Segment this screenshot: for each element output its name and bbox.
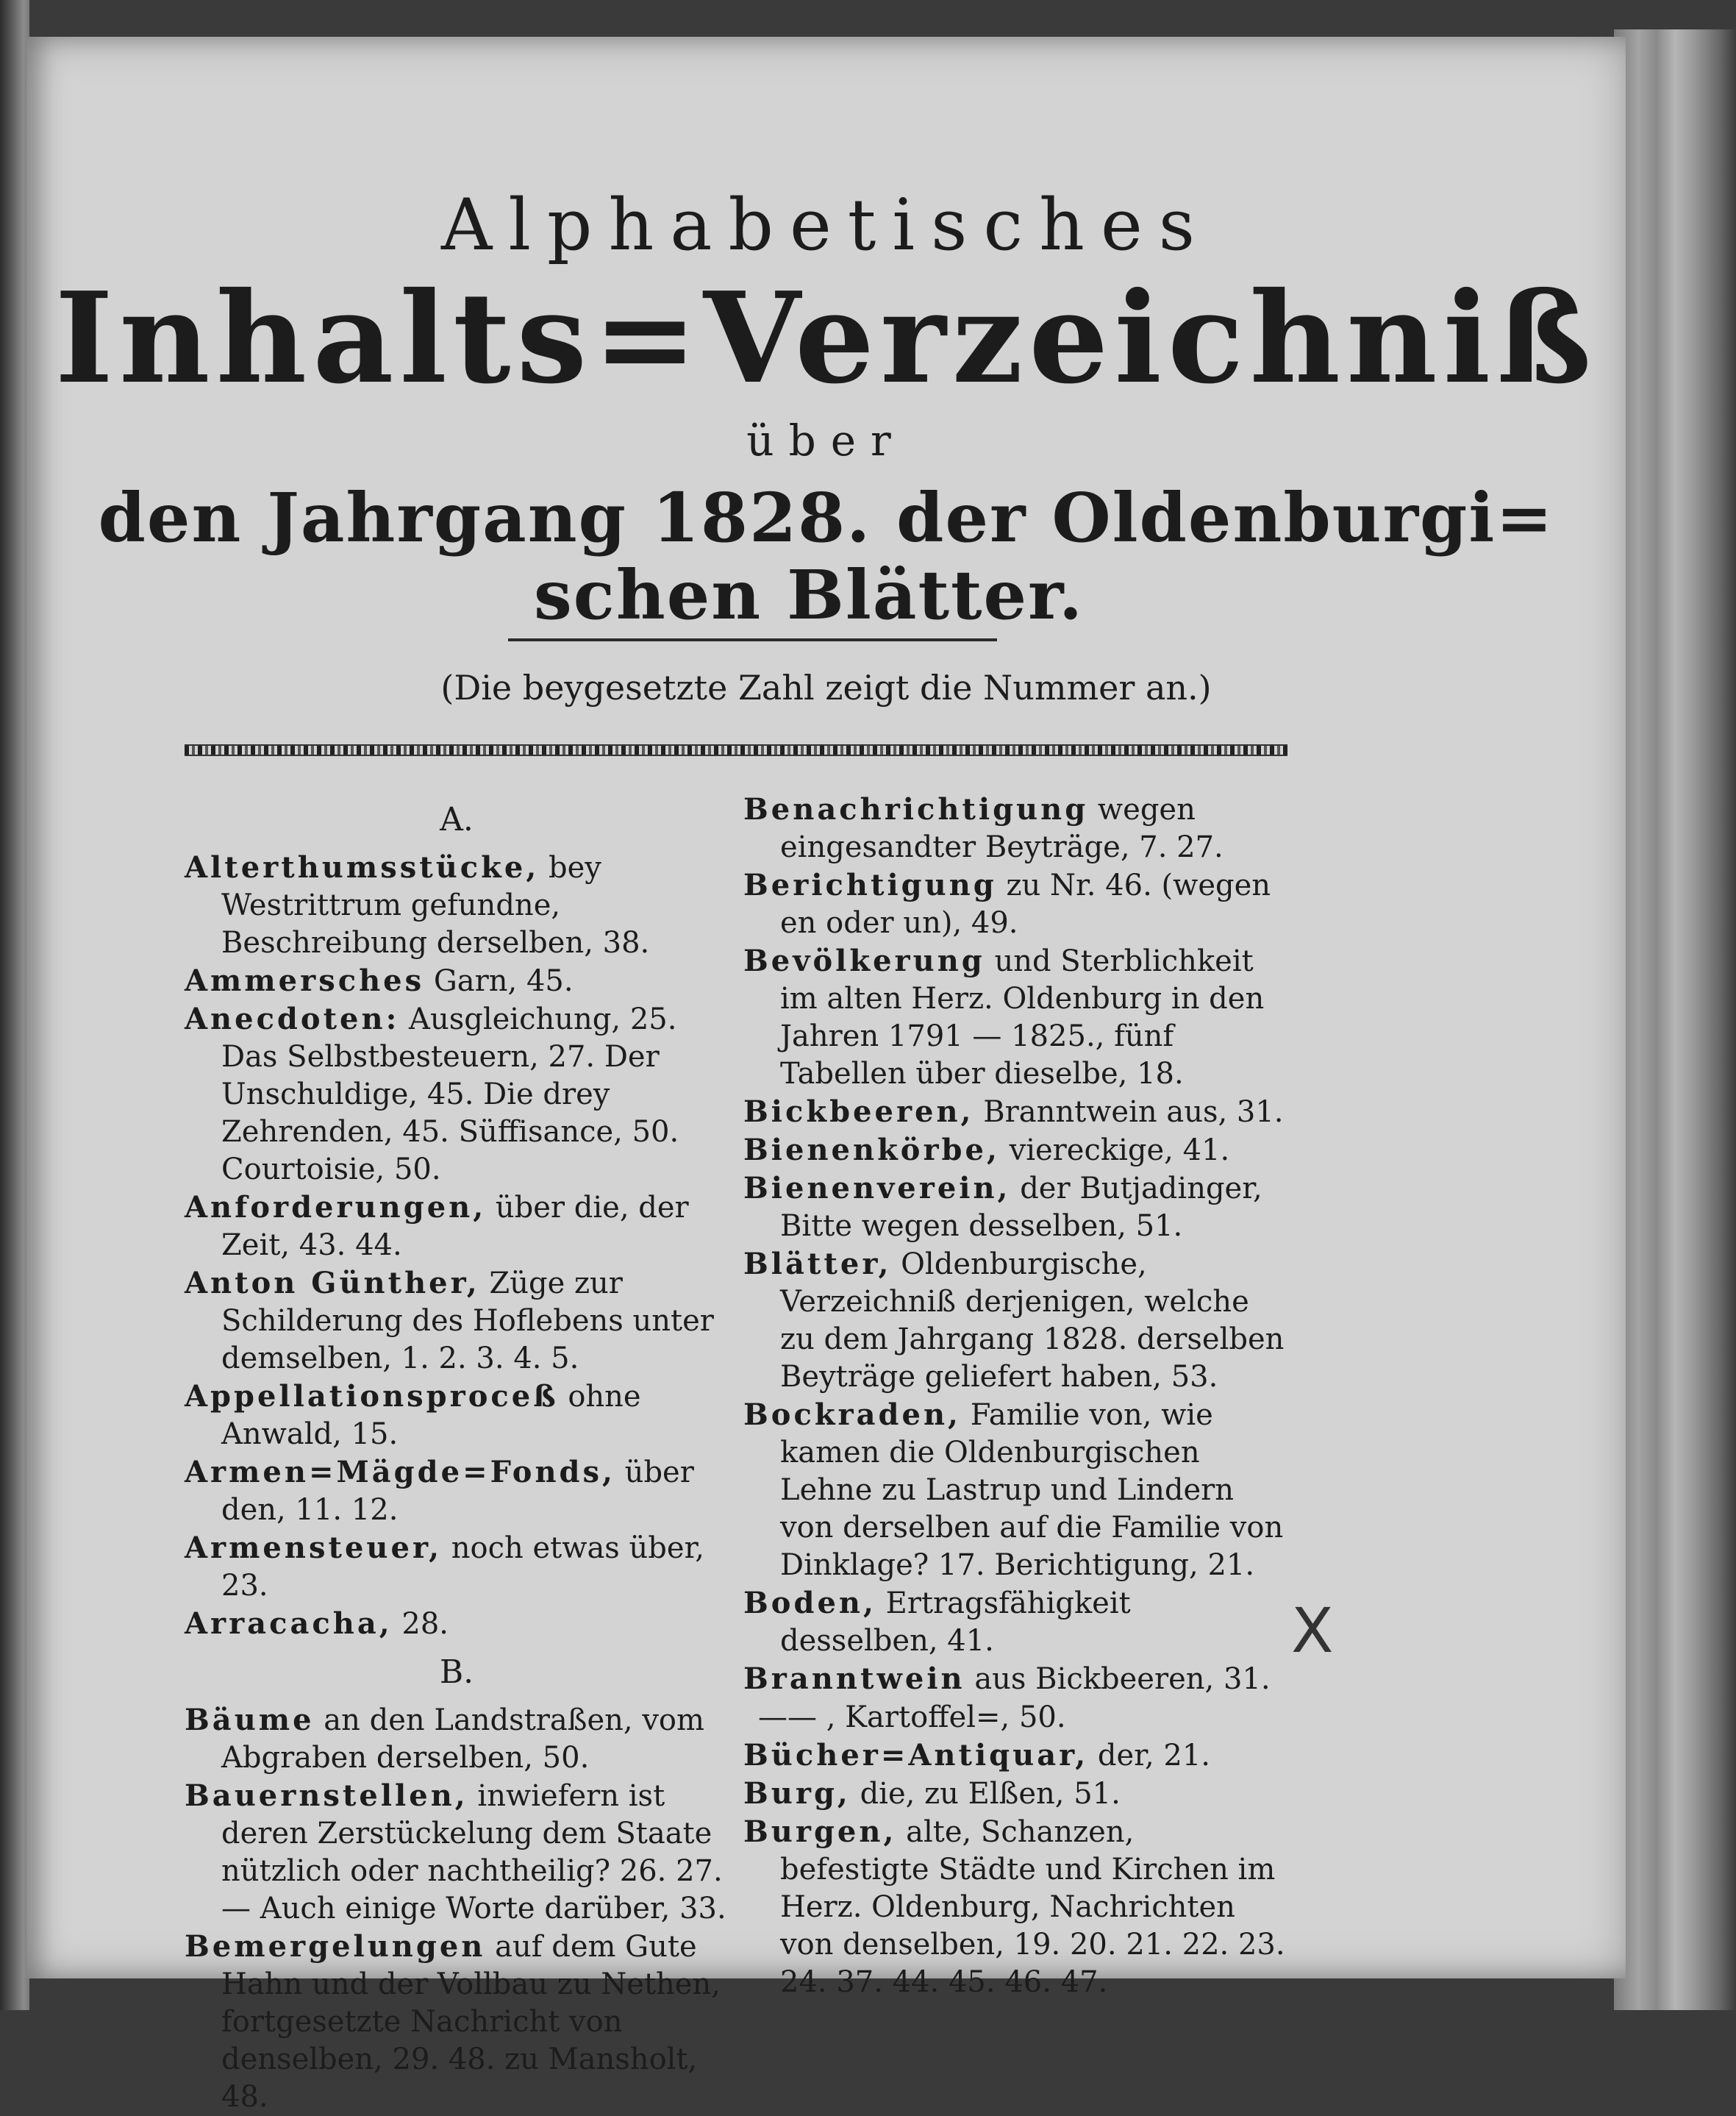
book-page bbox=[26, 37, 1626, 2114]
entry-head: Burg, bbox=[743, 1776, 851, 1811]
entry-head: Bevölkerung bbox=[743, 944, 985, 978]
entry-head: Bickbeeren, bbox=[743, 1094, 974, 1129]
entry-text: der, 21. bbox=[1088, 1739, 1210, 1773]
section-letter-a: A. bbox=[440, 801, 474, 838]
index-entry bbox=[185, 849, 729, 962]
title-line-2: Inhalts=Verzeichniß bbox=[54, 265, 1598, 412]
index-entry bbox=[185, 1264, 729, 1378]
entry-text: über den, 11. 12. bbox=[221, 1456, 694, 1527]
entry-text: auf dem Gute Hahn und der Vollbau zu Nethen, fortgesetzte Nachricht von denselben, 29. 48. zu Mansholt, 48. bbox=[221, 1930, 721, 2114]
entry-text: Oldenburgische, Verzeichniß derjenigen, welche zu dem Jahrgang 1828. derselben Beyträge geliefert haben, 53. bbox=[780, 1247, 1285, 1394]
index-entry bbox=[743, 1775, 1291, 1813]
title-line-5: schen Blätter. bbox=[534, 555, 1085, 635]
entry-text: bey Westrittrum gefundne, Beschreibung derselben, 38. bbox=[221, 851, 650, 960]
index-entry bbox=[743, 1131, 1291, 1169]
entry-head: Bücher=Antiquar, bbox=[743, 1738, 1089, 1773]
entry-head: Armensteuer, bbox=[185, 1531, 443, 1565]
entry-head: Branntwein bbox=[743, 1661, 965, 1696]
index-entry bbox=[185, 1378, 729, 1453]
entry-head: Alterthumsstücke, bbox=[185, 850, 540, 885]
entry-head: Anton Günther, bbox=[185, 1266, 480, 1300]
index-entry bbox=[743, 1736, 1291, 1775]
section-letter-b: B. bbox=[439, 1653, 474, 1691]
index-entry bbox=[743, 1169, 1291, 1245]
subtitle: (Die beygesetzte Zahl zeigt die Nummer an.) bbox=[440, 668, 1212, 708]
entry-text: über die, der Zeit, 43. 44. bbox=[221, 1191, 689, 1262]
entry-head: Berichtigung bbox=[743, 868, 997, 902]
entry-head: Bienenkörbe, bbox=[743, 1133, 1000, 1167]
index-entry bbox=[185, 1605, 729, 1643]
index-entry bbox=[185, 1000, 729, 1189]
entry-head: Ammersches bbox=[185, 963, 425, 998]
index-entry bbox=[185, 1701, 729, 1777]
index-entry bbox=[185, 1189, 729, 1264]
entry-text: noch etwas über, 23. bbox=[221, 1531, 705, 1603]
entry-text: und Sterblichkeit im alten Herz. Oldenburg in den Jahren 1791 — 1825., fünf Tabellen über dieselbe, 18. bbox=[780, 944, 1265, 1091]
entry-text: Familie von, wie kamen die Oldenburgischen Lehne zu Lastrup und Lindern von derselben auf die Familie von Dinklage? 17. Berichtigung, 21. bbox=[780, 1398, 1284, 1582]
index-entry bbox=[743, 1093, 1291, 1131]
entry-text: alte, Schanzen, befestigte Städte und Kirchen im Herz. Oldenburg, Nachrichten von denselben, 19. 20. 21. 22. 23. 24. 37. 44. 45. 46. 47. bbox=[780, 1815, 1285, 1999]
title-line-1: Alphabetisches bbox=[440, 184, 1212, 266]
left-column bbox=[185, 791, 729, 2116]
entry-text: viereckige, 41. bbox=[999, 1133, 1230, 1167]
entry-text: Garn, 45. bbox=[424, 964, 574, 998]
entry-text: zu Nr. 46. (wegen en oder un), 49. bbox=[780, 869, 1271, 940]
handwritten-margin-mark: X bbox=[1291, 1595, 1334, 1667]
entry-head: Boden, bbox=[743, 1586, 876, 1620]
entry-text: Ausgleichung, 25. Das Selbstbesteuern, 27. Der Unschuldige, 45. Die drey Zehrenden, 45. Süffisance, 50. Courtoisie, 50. bbox=[221, 1002, 679, 1186]
index-entry bbox=[743, 791, 1291, 866]
index-entry bbox=[743, 942, 1291, 1093]
index-entry bbox=[185, 1529, 729, 1605]
entry-text: —— , Kartoffel=, 50. bbox=[758, 1700, 1066, 1734]
entry-head: Benachrichtigung bbox=[743, 792, 1089, 827]
index-entry bbox=[185, 1928, 729, 2116]
index-entry bbox=[743, 1660, 1291, 1698]
entry-head: Anforderungen, bbox=[185, 1190, 487, 1225]
index-entry bbox=[185, 1453, 729, 1529]
entry-text: der Butjadinger, Bitte wegen desselben, 51. bbox=[780, 1172, 1262, 1243]
entry-text: Branntwein aus, 31. bbox=[974, 1095, 1284, 1129]
entry-head: Bemergelungen bbox=[185, 1929, 486, 1964]
index-entry bbox=[743, 1584, 1291, 1660]
book-page-edges bbox=[1614, 29, 1736, 2010]
entry-head: Burgen, bbox=[743, 1814, 897, 1849]
entry-head: Bockraden, bbox=[743, 1397, 961, 1432]
entry-head: Armen=Mägde=Fonds, bbox=[185, 1455, 615, 1489]
title-line-4: den Jahrgang 1828. der Oldenburgi= bbox=[98, 478, 1554, 558]
entry-head: Bauernstellen, bbox=[185, 1778, 468, 1813]
entry-head: Bäume bbox=[185, 1703, 315, 1737]
entry-text: Züge zur Schilderung des Hoflebens unter demselben, 1. 2. 3. 4. 5. bbox=[221, 1267, 714, 1375]
entry-head: Appellationsproceß bbox=[185, 1379, 559, 1414]
book-left-edge bbox=[0, 0, 29, 2010]
index-entry bbox=[743, 866, 1291, 942]
index-entry bbox=[743, 1396, 1291, 1584]
entry-head: Blätter, bbox=[743, 1247, 892, 1281]
title-line-3: über bbox=[746, 416, 906, 466]
entry-text: ohne Anwald, 15. bbox=[221, 1380, 641, 1451]
index-entry bbox=[743, 1245, 1291, 1396]
entry-text: 28. bbox=[392, 1607, 449, 1641]
ornament-divider bbox=[185, 744, 1287, 756]
index-entry bbox=[185, 1777, 729, 1928]
entry-text: Ertragsfähigkeit desselben, 41. bbox=[780, 1586, 1131, 1658]
entry-head: Anecdoten: bbox=[185, 1002, 400, 1036]
entry-head: Arracacha, bbox=[185, 1606, 393, 1641]
index-entry bbox=[743, 1813, 1291, 2001]
title-rule bbox=[508, 638, 997, 641]
entry-text: die, zu Elßen, 51. bbox=[850, 1777, 1121, 1811]
entry-text: inwiefern ist deren Zerstückelung dem Staate nützlich oder nachtheilig? 26. 27. — Auch einige Worte darüber, 33. bbox=[221, 1779, 726, 1926]
index-entry bbox=[185, 962, 729, 1000]
entry-text: an den Landstraßen, vom Abgraben derselben, 50. bbox=[221, 1703, 704, 1775]
index-entry bbox=[743, 1698, 1291, 1736]
entry-head: Bienenverein, bbox=[743, 1171, 1011, 1205]
right-column bbox=[743, 791, 1291, 2001]
entry-text: wegen eingesandter Beyträge, 7. 27. bbox=[780, 793, 1224, 864]
entry-text: aus Bickbeeren, 31. bbox=[965, 1662, 1271, 1696]
